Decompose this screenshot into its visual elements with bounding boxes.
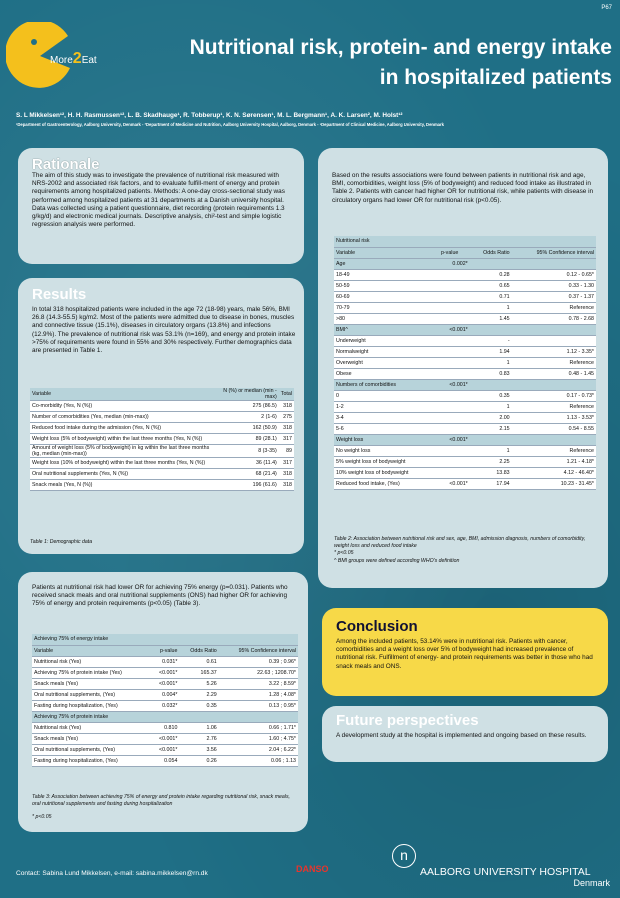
table-cell: 1.13 - 3.53* <box>512 412 596 423</box>
table-cell: Reduced food intake during the admission (Yes, N (%)) <box>30 423 220 434</box>
table-cell <box>439 269 470 280</box>
table-cell: Nutritional risk (Yes) <box>32 656 150 667</box>
table-cell <box>470 434 512 445</box>
table-cell <box>512 324 596 335</box>
table-cell: 317 <box>279 458 294 469</box>
table-cell: 0.12 - 0.65* <box>512 269 596 280</box>
table-cell: No weight loss <box>334 445 439 456</box>
table-row <box>334 335 596 346</box>
table-cell <box>439 346 470 357</box>
table3-header-cell: Odds Ratio <box>179 645 218 656</box>
table-row <box>32 667 298 678</box>
table-cell: 275 <box>279 412 294 423</box>
table-cell: Weight loss <box>334 434 439 445</box>
table3-protein-title: Achieving 75% of protein intake <box>32 711 298 722</box>
table-cell: 89 <box>279 445 294 458</box>
table-cell: 0.004* <box>150 689 179 700</box>
table-cell: 5-6 <box>334 423 439 434</box>
table-cell: - <box>470 335 512 346</box>
table-cell: 2.04 ; 6.22* <box>219 744 298 755</box>
table2-intro: Based on the results associations were found between patients in nutritional risk and age, BMI, comorbidities, weight loss (5% of bodyweight) and reduced food intake as illustrated in Table 2. Patients with cancer had higher OR for nutritional risk, while patients with disease in circulatory organs had lower OR for nutritional risk (p<0.05). <box>332 172 594 204</box>
table-cell: 60-69 <box>334 291 439 302</box>
table-row <box>334 467 596 478</box>
table-cell: Reference <box>512 302 596 313</box>
logo-more: More <box>50 55 73 66</box>
table3-caption: Table 3: Association between achieving 75% of energy and protein intake regarding nutritional risk, snack meals, oral nutritional supplements and fasting during hospitalization <box>32 794 290 807</box>
table-row <box>32 733 298 744</box>
table-cell: 10% weight loss of bodyweight <box>334 467 439 478</box>
table-cell: 1.45 <box>470 313 512 324</box>
table-cell: Reference <box>512 357 596 368</box>
table-cell: 1 <box>470 401 512 412</box>
table-cell: Underweight <box>334 335 439 346</box>
table-cell <box>512 258 596 269</box>
table2-header-cell: Odds Ratio <box>470 247 512 258</box>
table-cell: Weight loss (10% of bodyweight) within the last three months (Yes, N (%)) <box>30 458 220 469</box>
table-cell: 2.15 <box>470 423 512 434</box>
table-cell: <0.001* <box>439 478 470 489</box>
table2-header-cell: p-value <box>439 247 470 258</box>
table3-header-cell: 95% Confidence interval <box>219 645 298 656</box>
table-cell: 3.22 ; 8.59* <box>219 678 298 689</box>
table-cell <box>512 379 596 390</box>
authors: S. L Mikkelsen¹², H. H. Rasmussen¹², L. B. Skadhauge¹, R. Tobberup¹, K. N. Sørensen¹, M. L. Bergmann¹, A. K. Larsen², M. Holst¹² <box>16 112 403 119</box>
table-row <box>334 390 596 401</box>
table-cell: 2 (1-6) <box>220 412 279 423</box>
table2-header-cell: Variable <box>334 247 439 258</box>
table-cell: Reference <box>512 401 596 412</box>
table-cell: 0.35 <box>470 390 512 401</box>
table-cell: Weight loss (5% of bodyweight) within the last three months (Yes, N (%)) <box>30 434 220 445</box>
table-cell: 0.54 - 8.55 <box>512 423 596 434</box>
table-cell <box>439 280 470 291</box>
table-row <box>32 722 298 733</box>
table-cell: 2.29 <box>179 689 218 700</box>
table-row <box>334 258 596 269</box>
table-cell <box>439 412 470 423</box>
table-cell: 0.48 - 1.45 <box>512 368 596 379</box>
table1-header-cell: Variable <box>30 388 220 401</box>
table-row <box>32 678 298 689</box>
table-row <box>334 291 596 302</box>
table-cell <box>439 357 470 368</box>
hospital-name: AALBORG UNIVERSITY HOSPITAL <box>420 866 591 878</box>
table-cell <box>439 291 470 302</box>
table-cell <box>439 335 470 346</box>
table-cell: 17.94 <box>470 478 512 489</box>
table2-title: Nutritional risk <box>334 236 596 247</box>
table-cell: Numbers of comorbidities <box>334 379 439 390</box>
table-cell: 1.21 - 4.18* <box>512 456 596 467</box>
table-row <box>334 478 596 489</box>
table-cell: 1-2 <box>334 401 439 412</box>
table-cell: <0.001* <box>439 379 470 390</box>
table-cell: 0.71 <box>470 291 512 302</box>
table3-protein-title-row <box>32 711 298 722</box>
table-cell: 8 (3-35) <box>220 445 279 458</box>
table1-header-cell: N (%) or median (min - max) <box>220 388 279 401</box>
table-row <box>334 456 596 467</box>
table-cell: 3-4 <box>334 412 439 423</box>
hospital-country: Denmark <box>573 878 610 888</box>
table-cell <box>439 368 470 379</box>
table2-panel <box>318 148 608 588</box>
results-text: In total 318 hospitalized patients were included in the age 72 (18-98) years, male 56%, BMI 26.8 (14.3-55.5) kg/m2. Most of the patients were admitted due to disease in bones, muscles and connective tissue (15.1%), diseases in circulatory organs (13.8%) and infections (12.9%). The prevalence of nutritional risk was 53.1% (n=169), and energy and protein intake >75% of requirements were found in 55% and 30% respectively. Further demographics data are presented in Table 1. <box>32 306 296 355</box>
table-cell: Normalweight <box>334 346 439 357</box>
table-cell: 2.76 <box>179 733 218 744</box>
table-cell <box>512 335 596 346</box>
table-cell: 0.33 - 1.30 <box>512 280 596 291</box>
table-cell: 0.06 ; 1.13 <box>219 755 298 766</box>
table1-header-cell: Total <box>279 388 294 401</box>
table-cell: 0.13 ; 0.95* <box>219 700 298 711</box>
table-cell: Number of comorbidities (Yes, median (min-max)) <box>30 412 220 423</box>
rationale-title: Rationale <box>32 156 100 173</box>
table-cell <box>439 467 470 478</box>
table-cell: Overweight <box>334 357 439 368</box>
table-cell: 0.28 <box>470 269 512 280</box>
future-text: A development study at the hospital is implemented and ongoing based on these results. <box>336 732 587 739</box>
table-cell <box>439 302 470 313</box>
results-panel <box>18 278 304 554</box>
logo-two: 2 <box>72 50 82 67</box>
conclusion-panel <box>322 608 608 696</box>
table-cell: 165.37 <box>179 667 218 678</box>
table-cell: 13.83 <box>470 467 512 478</box>
danso-logo: DANSO <box>296 864 329 874</box>
table-cell: 1.06 <box>179 722 218 733</box>
table-row <box>30 469 294 480</box>
table-cell: <0.001* <box>150 733 179 744</box>
table-cell: 0.65 <box>470 280 512 291</box>
table-cell: 0.17 - 0.73* <box>512 390 596 401</box>
table-row <box>334 434 596 445</box>
table-cell: 318 <box>279 423 294 434</box>
table-cell <box>470 258 512 269</box>
table-cell: Oral nutritional supplements, (Yes) <box>32 689 150 700</box>
table-cell: 0.054 <box>150 755 179 766</box>
table2-note2: ^ BMI groups were defined according WHO's definition <box>334 558 460 564</box>
table-row <box>32 744 298 755</box>
table-cell <box>512 434 596 445</box>
table-row <box>334 357 596 368</box>
table-row <box>32 689 298 700</box>
table-cell: <0.001* <box>439 434 470 445</box>
table2-header-cell: 95% Confidence interval <box>512 247 596 258</box>
table-cell: 196 (61.6) <box>220 480 279 491</box>
table-cell: <0.001* <box>150 744 179 755</box>
table-cell: 89 (28.1) <box>220 434 279 445</box>
table-cell: 1.94 <box>470 346 512 357</box>
table-row <box>30 458 294 469</box>
table-cell <box>470 324 512 335</box>
table-row <box>334 423 596 434</box>
table2-header <box>334 247 596 258</box>
table-cell: 0 <box>334 390 439 401</box>
table-cell: <0.001* <box>150 678 179 689</box>
table-cell: 0.61 <box>179 656 218 667</box>
table-cell: <0.001* <box>150 667 179 678</box>
table-row <box>32 755 298 766</box>
table-cell: 4.12 - 46.40* <box>512 467 596 478</box>
table-cell: >80 <box>334 313 439 324</box>
table3-panel <box>18 572 308 832</box>
title-line1: Nutritional risk, protein- and energy intake <box>189 36 612 59</box>
table-row <box>30 445 294 458</box>
table-cell: 317 <box>279 434 294 445</box>
table-cell: 10.23 - 31.45* <box>512 478 596 489</box>
table-row <box>32 656 298 667</box>
table-cell: 1 <box>470 357 512 368</box>
table-cell <box>439 390 470 401</box>
table-row <box>334 313 596 324</box>
table-row <box>32 700 298 711</box>
table-cell: 1 <box>470 302 512 313</box>
poster-number: P67 <box>601 5 612 11</box>
table-cell: 22.63 ; 1208.70* <box>219 667 298 678</box>
table3-energy-title: Achieving 75% of energy intake <box>32 634 298 645</box>
table-row <box>334 346 596 357</box>
rationale-panel <box>18 148 304 264</box>
table-cell: 70-79 <box>334 302 439 313</box>
table-row <box>334 269 596 280</box>
table2 <box>334 236 596 490</box>
table-cell: 18-49 <box>334 269 439 280</box>
table-cell: 1.12 - 3.35* <box>512 346 596 357</box>
table2-note1: * p<0.05 <box>334 550 354 556</box>
table3 <box>32 634 298 767</box>
table-cell: Nutritional risk (Yes) <box>32 722 150 733</box>
table-row <box>334 412 596 423</box>
table-cell: 50-59 <box>334 280 439 291</box>
table-cell: 0.26 <box>179 755 218 766</box>
more2eat-logo <box>6 22 121 90</box>
table3-header-cell: Variable <box>32 645 150 656</box>
table2-title-row <box>334 236 596 247</box>
table-row <box>334 379 596 390</box>
table3-energy-title-row <box>32 634 298 645</box>
table-cell: Snack meals (Yes) <box>32 678 150 689</box>
affiliations: ¹Department of Gastroenterology, Aalborg University, Denmark - ²Department of Medicine and Nutrition, Aalborg University Hospital, Aalborg, Denmark - ³Department of Clinical Medicine, Aalborg University, Denmark <box>16 122 444 127</box>
conclusion-title: Conclusion <box>336 618 418 635</box>
table-cell: Amount of weight loss (5% of bodyweight) in kg within the last three months (kg, median (min-max)) <box>30 445 220 458</box>
table-cell <box>439 456 470 467</box>
table-cell <box>439 313 470 324</box>
table-row <box>334 401 596 412</box>
table-row <box>30 412 294 423</box>
table2-caption: Table 2: Association between nutritional risk and sex, age, BMI, admission diagnosis, numbers of comorbidity, weight loss and reduced food intake <box>334 536 586 549</box>
table-row <box>334 302 596 313</box>
rationale-text: The aim of this study was to investigate the prevalence of nutritional risk measured with NRS-2002 and associated risk factors, and to evaluate fulfill-ment of energy and protein requirements among hospitalized patients. Methods: A one-day cross-sectional study was performed among hospitalized patients at 31 departments at a Danish university hospital. Data was collected using a patient questionnaire, diet recording (protein requirements 1.3 g/kg/d) and electronic medical journals. Descriptive analysis, chi²-test and simple logistic regression analysis were performed. <box>32 172 285 229</box>
table-cell: 1 <box>470 445 512 456</box>
conclusion-text: Among the included patients, 53.14% were in nutritional risk. Patients with cancer, comorbidities and a weight loss over 5% of bodyweight had increased prevalence of nutritional risk. Fulfillment of energy- and protein requirements was better in those who had snack meals and ONS. <box>336 638 593 670</box>
table-cell: Oral nutritional supplements, (Yes) <box>32 744 150 755</box>
table-cell: 1.28 ; 4.08* <box>219 689 298 700</box>
table-cell: Reduced food intake, (Yes) <box>334 478 439 489</box>
table1 <box>30 388 294 491</box>
table-cell: 68 (21.4) <box>220 469 279 480</box>
table-row <box>30 480 294 491</box>
table-cell: 3.56 <box>179 744 218 755</box>
results-title: Results <box>32 286 87 303</box>
table3-header <box>32 645 298 656</box>
table-cell <box>470 379 512 390</box>
table-cell: Age <box>334 258 439 269</box>
table-cell <box>439 445 470 456</box>
table3-header-cell: p-value <box>150 645 179 656</box>
table-cell: 0.032* <box>150 700 179 711</box>
table-row <box>334 324 596 335</box>
table-cell <box>439 423 470 434</box>
title-line2: in hospitalized patients <box>379 66 612 89</box>
table-cell: Fasting during hospitalization, (Yes) <box>32 755 150 766</box>
table-cell: Reference <box>512 445 596 456</box>
table1-caption: Table 1: Demographic data <box>30 539 93 545</box>
table-cell: 318 <box>279 469 294 480</box>
table-cell: 0.35 <box>179 700 218 711</box>
table-cell: 0.37 - 1.37 <box>512 291 596 302</box>
table-cell: 5.26 <box>179 678 218 689</box>
table-cell: 162 (50.9) <box>220 423 279 434</box>
table-row <box>334 445 596 456</box>
table-cell: 0.66 ; 1.71* <box>219 722 298 733</box>
table-row <box>30 423 294 434</box>
table-cell: Oral nutritional supplements (Yes, N (%)) <box>30 469 220 480</box>
table-row <box>334 368 596 379</box>
table-cell: 5% weight loss of bodyweight <box>334 456 439 467</box>
table-cell: 0.39 ; 0.96* <box>219 656 298 667</box>
table-cell: 36 (11.4) <box>220 458 279 469</box>
future-title: Future perspectives <box>336 712 479 729</box>
table-cell <box>439 401 470 412</box>
table-row <box>334 280 596 291</box>
table-row <box>30 401 294 412</box>
table-cell: 2.00 <box>470 412 512 423</box>
table-cell: 318 <box>279 480 294 491</box>
hospital-mark-icon: n <box>392 844 416 868</box>
logo-eat: Eat <box>81 55 97 66</box>
table-cell: 1.60 ; 4.75* <box>219 733 298 744</box>
table-cell: <0.001* <box>439 324 470 335</box>
table-cell: 2.25 <box>470 456 512 467</box>
contact: Contact: Sabina Lund Mikkelsen, e-mail: sabina.mikkelsen@rn.dk <box>16 870 208 877</box>
table-cell: Obese <box>334 368 439 379</box>
table1-header <box>30 388 294 401</box>
table-cell: BMI^ <box>334 324 439 335</box>
table-cell: 275 (86.5) <box>220 401 279 412</box>
table-cell: 0.031* <box>150 656 179 667</box>
table-row <box>30 434 294 445</box>
table-cell: Snack meals (Yes) <box>32 733 150 744</box>
table-cell: Snack meals (Yes, N (%)) <box>30 480 220 491</box>
table-cell: Co-morbidity (Yes, N (%)) <box>30 401 220 412</box>
table-cell: 0.78 - 2.68 <box>512 313 596 324</box>
future-panel <box>322 706 608 762</box>
table-cell: Fasting during hospitalization, (Yes) <box>32 700 150 711</box>
table3-intro: Patients at nutritional risk had lower OR for achieving 75% energy (p=0.031). Patients who received snack meals and oral nutritional supplements (ONS) had higher OR for achieving 75% of energy and protein requirements (p<0.05) (Table 3). <box>32 584 288 608</box>
table-cell: Achieving 75% of protein intake (Yes) <box>32 667 150 678</box>
table3-note: * p<0.05 <box>32 814 52 820</box>
table-cell: 0.83 <box>470 368 512 379</box>
table-cell: 0.810 <box>150 722 179 733</box>
table-cell: 0.002* <box>439 258 470 269</box>
table-cell: 318 <box>279 401 294 412</box>
